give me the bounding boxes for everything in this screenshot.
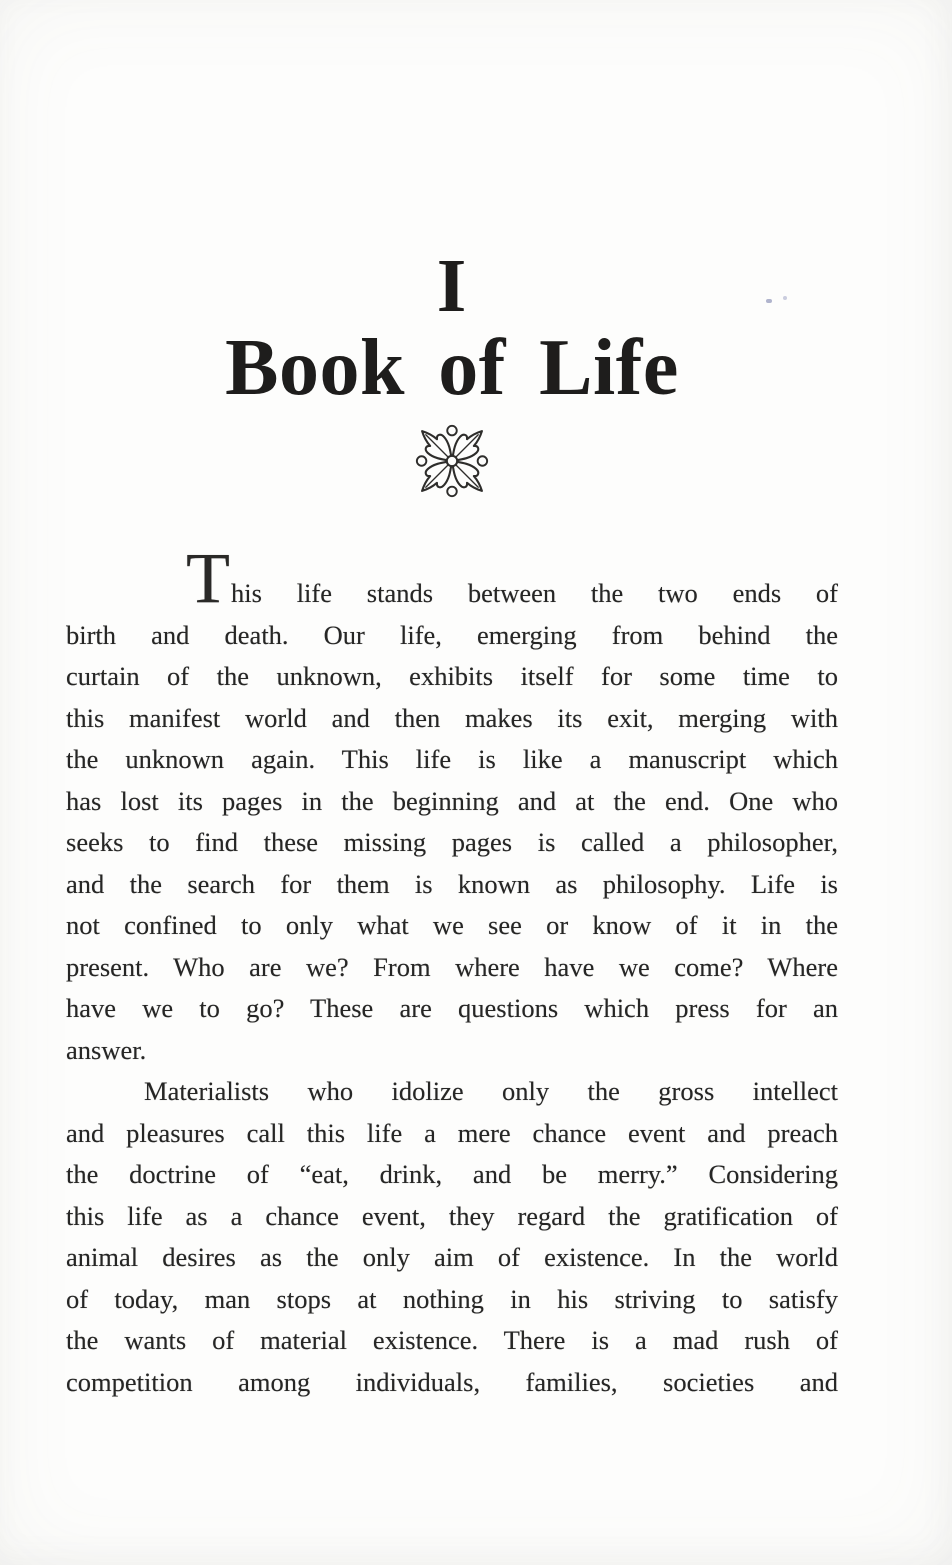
text-line: and pleasures call this life a mere chance event and preach [66,1117,838,1148]
chapter-number: I [436,244,468,328]
text-line: present. Who are we? From where have we come? Where [66,951,838,982]
ornament-container [66,423,838,499]
text-line: the doctrine of “eat, drink, and be merry.” Considering [66,1159,838,1189]
text-line: competition among individuals, families, societies and [66,1366,838,1397]
text-line: seeks to find these missing pages is called a philosopher, [66,827,838,857]
text-line: not confined to only what we see or know of it in the [66,910,838,940]
body-text [66,538,838,1403]
text-line: this manifest world and then makes its exit, merging with [66,702,838,733]
text-line: and the search for them is known as philosophy. Life is [66,868,838,899]
ink-speck [783,296,787,300]
text-line: Materialists who idolize only the gross intellect [144,1076,838,1106]
text-line: curtain of the unknown, exhibits itself for some time to [66,661,838,691]
text-line: animal desires as the only aim of existence. In the world [66,1242,838,1272]
text-line: this life as a chance event, they regard the gratification of [66,1200,838,1231]
text-line: This life stands between the two ends of [186,538,838,618]
text-line: have we to go? These are questions which press for an [66,993,838,1023]
ink-speck [766,299,772,303]
text-line: the unknown again. This life is like a manuscript which [66,744,838,774]
text-line: answer. [66,1034,147,1065]
text-line: the wants of material existence. There is a mad rush of [66,1325,838,1355]
text-line: of today, man stops at nothing in his striving to satisfy [66,1283,838,1314]
text-line: has lost its pages in the beginning and at the end. One who [66,785,838,816]
page-title: Book of Life [225,324,679,412]
floral-rosette-icon [414,423,490,499]
drop-cap-initial: T [186,538,231,618]
text-line: birth and death. Our life, emerging from behind the [66,619,838,650]
